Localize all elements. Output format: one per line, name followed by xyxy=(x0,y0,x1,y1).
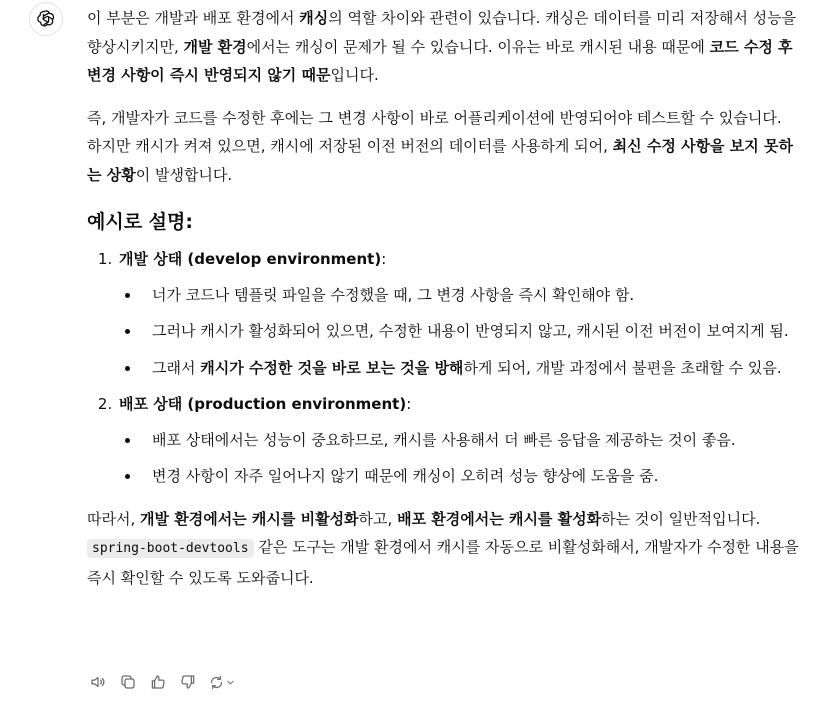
copy-icon xyxy=(119,673,137,691)
text-run: 배포 상태에서는 성능이 중요하므로, 캐시를 사용해서 더 빠른 응답을 제공하는 것이 좋음. xyxy=(152,430,736,449)
bullet-item xyxy=(152,426,799,455)
text-run: 입니다. xyxy=(330,66,379,84)
text-run: 하고, xyxy=(358,509,398,528)
bold-text: 개발 환경에서는 캐시를 비활성화 xyxy=(140,509,359,528)
section-heading: 예시로 설명: xyxy=(87,211,193,233)
assistant-message xyxy=(87,4,799,592)
regenerate-button[interactable] xyxy=(207,671,237,693)
bold-text: 개발 상태 (develop environment) xyxy=(119,250,382,268)
bullet-item xyxy=(152,354,799,383)
example-list xyxy=(87,245,799,491)
good-response-button[interactable] xyxy=(147,671,169,693)
openai-logo-icon xyxy=(35,8,57,30)
bullet-item xyxy=(152,317,799,346)
message-actions xyxy=(87,671,237,693)
bold-text: 배포 상태 (production environment) xyxy=(119,395,407,413)
regenerate-icon xyxy=(208,674,225,691)
text-run: 의 역할 차이와 관련이 있습니다. 캐싱은 데이터를 미리 저장해서 성능을 향상시키지만, xyxy=(87,9,797,56)
bold-text: 최신 수정 사항을 보지 못하는 상황 xyxy=(87,137,793,184)
text-run: 그래서 xyxy=(152,358,201,377)
inline-code: spring-boot-devtools xyxy=(87,539,254,558)
text-run: 너가 코드나 템플릿 파일을 수정했을 때, 그 변경 사항을 즉시 확인해야 함. xyxy=(152,285,635,304)
paragraph-3 xyxy=(87,505,799,593)
text-run: 하게 되어, 개발 과정에서 불편을 초래할 수 있음. xyxy=(463,358,782,377)
text-run: 에서는 캐싱이 문제가 될 수 있습니다. 이유는 바로 캐시된 내용 때문에 xyxy=(246,37,710,56)
text-run: 이 부분은 개발과 배포 환경에서 xyxy=(87,9,300,27)
bad-response-button[interactable] xyxy=(177,671,199,693)
assistant-avatar xyxy=(29,2,63,36)
chevron-down-icon xyxy=(225,677,236,688)
text-run: : xyxy=(406,395,412,413)
production-bullets xyxy=(119,426,799,491)
text-run: : xyxy=(381,250,387,268)
list-item-title xyxy=(119,250,386,268)
thumbs-down-icon xyxy=(179,673,197,691)
text-run: 즉, 개발자가 코드를 수정한 후에는 그 변경 사항이 바로 어플리케이션에 반영되어야 테스트할 수 있습니다. 하지만 캐시가 켜져 있으면, 캐시에 저장된 이전 버전의 데이터를 사용하게 되어, xyxy=(87,108,782,155)
develop-bullets xyxy=(119,281,799,383)
text-run: 그러나 캐시가 활성화되어 있으면, 수정한 내용이 반영되지 않고, 캐시된 이전 버전이 보여지게 됨. xyxy=(152,322,789,340)
list-item-production xyxy=(117,390,799,491)
bold-text: 배포 환경에서는 캐시를 활성화 xyxy=(397,509,602,528)
bold-text: 개발 환경 xyxy=(183,37,247,56)
text-run: 변경 사항이 자주 일어나지 않기 때문에 캐싱이 오히려 성능 향상에 도움을 줌. xyxy=(152,467,659,485)
bold-text: 코드 수정 후 변경 사항이 즉시 반영되지 않기 때문 xyxy=(87,37,793,84)
copy-button[interactable] xyxy=(117,671,139,693)
text-run: 이 발생합니다. xyxy=(135,165,233,184)
speaker-icon xyxy=(89,673,107,691)
text-run: 따라서, xyxy=(87,509,141,528)
bold-text: 캐싱 xyxy=(299,9,329,27)
list-item-title xyxy=(119,395,411,413)
text-run: 같은 도구는 개발 환경에서 캐시를 자동으로 비활성화해서, 개발자가 수정한 내용을 즉시 확인할 수 있도록 도와줍니다. xyxy=(87,538,799,587)
read-aloud-button[interactable] xyxy=(87,671,109,693)
list-item-develop xyxy=(117,245,799,382)
text-run: 하는 것이 일반적입니다. xyxy=(601,509,761,528)
bold-text: 캐시가 수정한 것을 바로 보는 것을 방해 xyxy=(200,358,464,377)
paragraph-2 xyxy=(87,104,799,190)
paragraph-1 xyxy=(87,4,799,90)
thumbs-up-icon xyxy=(149,673,167,691)
bullet-item xyxy=(152,462,799,491)
bullet-item xyxy=(152,281,799,310)
